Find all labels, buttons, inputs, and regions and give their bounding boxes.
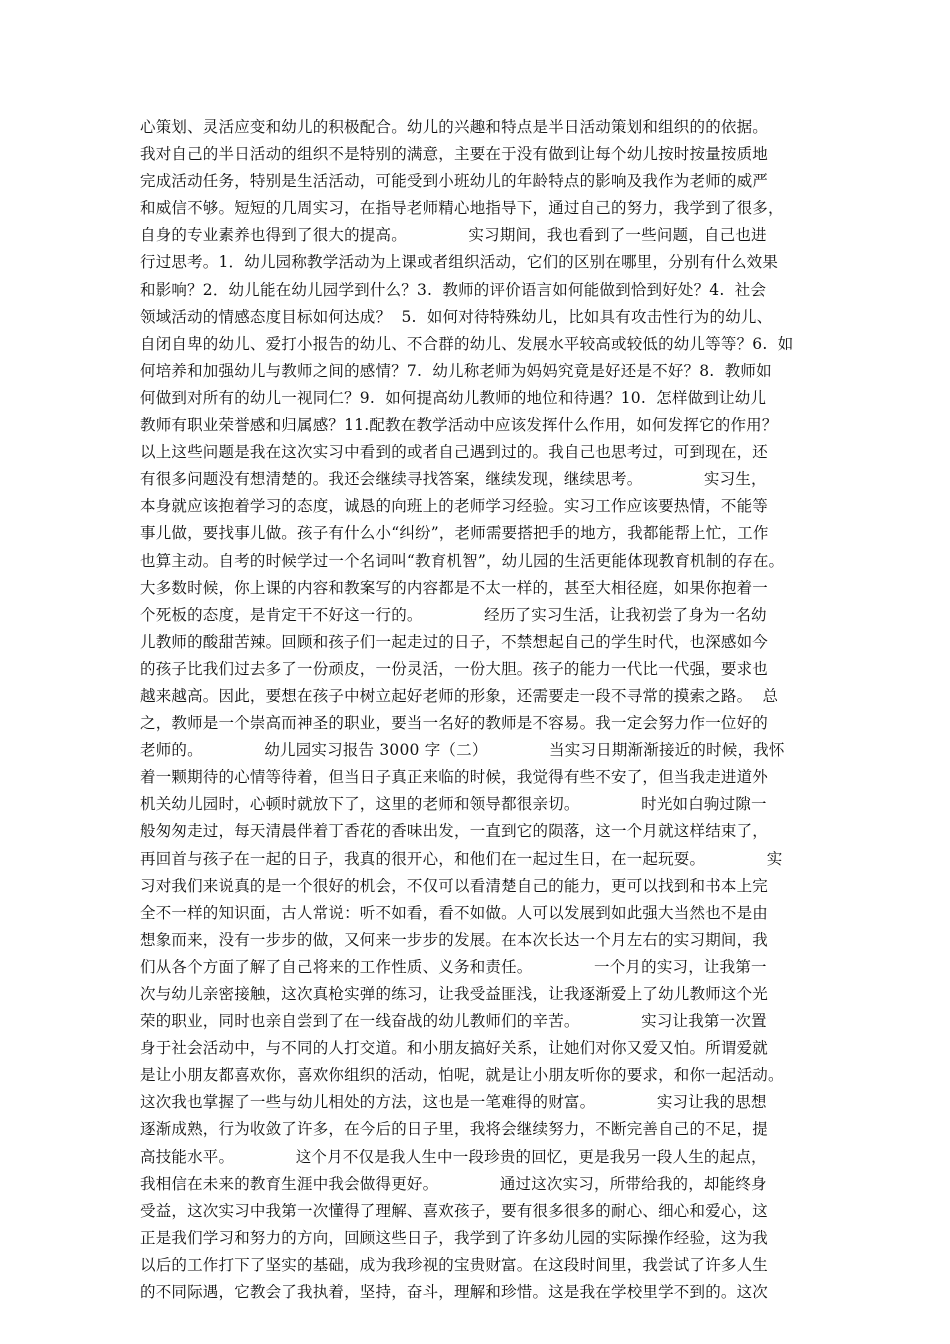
text-line: 以后的工作打下了坚实的基础，成为我珍视的宝贵财富。在这段时间里，我尝试了许多人生 [140, 1255, 769, 1274]
text-line: 有很多问题没有想清楚的。我还会继续寻找答案，继续发现，继续思考。 实习生， [140, 470, 767, 489]
text-line: 之，教师是一个崇高而神圣的职业，要当一名好的教师是不容易。我一定会努力作一位好的 [140, 714, 769, 733]
text-line: 事儿做，要找事儿做。孩子有什么小“纠纷”，老师需要搭把手的地方，我都能帮上忙，工作 [140, 524, 769, 543]
text-line: 也算主动。自考的时候学过一个名词叫“教育机智”，幼儿园的生活更能体现教育机制的存在。 [140, 551, 785, 570]
text-line: 教师有职业荣誉感和归属感？11.配教在教学活动中应该发挥什么作用，如何发挥它的作用？ [140, 416, 778, 435]
text-line: 自闭自卑的幼儿、爱打小报告的幼儿、不合群的幼儿、发展水平较高或较低的幼儿等等？6. 如 [140, 334, 794, 353]
text-line: 心策划、灵活应变和幼儿的积极配合。幼儿的兴趣和特点是半日活动策划和组织的的依据。 [140, 118, 769, 136]
body-text [140, 114, 816, 1306]
text-line: 高技能水平。 这个月不仅是我人生中一段珍贵的回忆，更是我另一段人生的起点， [140, 1147, 767, 1166]
text-line: 大多数时候，你上课的内容和教案写的内容都是不太一样的，甚至大相径庭，如果你抱着一 [140, 578, 769, 597]
text-line: 的孩子比我们过去多了一份顽皮，一份灵活，一份大胆。孩子的能力一代比一代强，要求也 [140, 659, 769, 678]
text-line: 完成活动任务，特别是生活活动，可能受到小班幼儿的年龄特点的影响及我作为老师的威严 [140, 172, 769, 191]
text-line: 越来越高。因此，要想在孩子中树立起好老师的形象，还需要走一段不寻常的摸索之路。 总 [140, 686, 779, 705]
text-line: 这次我也掌握了一些与幼儿相处的方法，这也是一笔难得的财富。 实习让我的思想 [140, 1093, 767, 1112]
text-line: 自身的专业素养也得到了很大的提高。 实习期间，我也看到了一些问题，自己也进 [140, 226, 767, 245]
text-line: 逐渐成熟，行为收敛了许多，在今后的日子里，我将会继续努力，不断完善自己的不足，提 [140, 1120, 769, 1139]
text-line: 们从各个方面了解了自己将来的工作性质、义务和责任。 一个月的实习，让我第一 [140, 957, 767, 976]
text-line: 以上这些问题是我在这次实习中看到的或者自己遇到过的。我自己也思考过，可到现在，还 [140, 443, 769, 462]
text-line: 般匆匆走过，每天清晨伴着丁香花的香味出发，一直到它的陨落，这一个月就这样结束了， [140, 822, 769, 841]
text-line: 想象而来，没有一步步的做，又何来一步步的发展。在本次长达一个月左右的实习期间，我 [140, 930, 769, 949]
text-line: 荣的职业，同时也亲自尝到了在一线奋战的幼儿教师们的辛苦。 实习让我第一次置 [140, 1012, 767, 1031]
text-line: 是让小朋友都喜欢你，喜欢你组织的活动，怕呢，就是让小朋友听你的要求，和你一起活动。 [140, 1066, 784, 1085]
text-line: 领域活动的情感态度目标如何达成？ 5. 如何对待特殊幼儿，比如具有攻击性行为的幼儿、 [140, 307, 773, 326]
text-line: 次与幼儿亲密接触，这次真枪实弹的练习，让我受益匪浅，让我逐渐爱上了幼儿教师这个光 [140, 985, 769, 1003]
text-line: 我相信在未来的教育生涯中我会做得更好。 通过这次实习，所带给我的，却能终身 [140, 1174, 767, 1193]
text-line: 何培养和加强幼儿与教师之间的感情？7. 幼儿称老师为妈妈究竟是好还是不好？8. 教师如 [140, 361, 772, 380]
text-line: 机关幼儿园时，心顿时就放下了，这里的老师和领导都很亲切。 时光如白驹过隙一 [140, 795, 767, 814]
text-line: 老师的。 幼儿园实习报告 3000 字（二） 当实习日期渐渐接近的时候，我怀 [140, 741, 785, 760]
text-line: 全不一样的知识面，古人常说：听不如看，看不如做。人可以发展到如此强大当然也不是由 [140, 903, 769, 922]
text-line: 本身就应该抱着学习的态度，诚恳的向班上的老师学习经验。实习工作应该要热情，不能等 [140, 497, 769, 516]
text-line: 和影响？2．幼儿能在幼儿园学到什么？3. 教师的评价语言如何能做到恰到好处？4. 社会 [140, 280, 767, 299]
text-line: 的不同际遇，它教会了我执着，坚持，奋斗，理解和珍惜。这是我在学校里学不到的。这次 [140, 1283, 769, 1302]
text-line: 身于社会活动中，与不同的人打交道。和小朋友搞好关系，让她们对你又爱又怕。所谓爱就 [140, 1039, 769, 1058]
text-line: 儿教师的酸甜苦辣。回顾和孩子们一起走过的日子，不禁想起自己的学生时代，也深感如今 [140, 632, 769, 651]
text-line: 个死板的态度，是肯定干不好这一行的。 经历了实习生活，让我初尝了身为一名幼 [140, 605, 767, 624]
text-line: 和威信不够。短短的几周实习，在指导老师精心地指导下，通过自己的努力，我学到了很多， [140, 199, 784, 218]
text-line: 行过思考。1．幼儿园称教学活动为上课或者组织活动，它们的区别在哪里，分别有什么效果 [140, 253, 779, 272]
text-line: 受益，这次实习中我第一次懂得了理解、喜欢孩子，要有很多很多的耐心、细心和爱心，这 [140, 1201, 769, 1220]
text-line: 习对我们来说真的是一个很好的机会，不仅可以看清楚自己的能力，更可以找到和书本上完 [140, 876, 769, 895]
text-line: 着一颗期待的心情等待着，但当日子真正来临的时候，我觉得有些不安了，但当我走进道外 [140, 768, 769, 787]
text-line: 再回首与孩子在一起的日子，我真的很开心，和他们在一起过生日，在一起玩耍。 实 [140, 849, 783, 868]
text-line: 何做到对所有的幼儿一视同仁？9. 如何提高幼儿教师的地位和待遇？10. 怎样做到让幼儿 [140, 388, 767, 407]
text-line: 正是我们学习和努力的方向，回顾这些日子，我学到了许多幼儿园的实际操作经验，这为我 [140, 1228, 769, 1247]
text-line: 我对自己的半日活动的组织不是特别的满意，主要在于没有做到让每个幼儿按时按量按质地 [140, 145, 769, 164]
